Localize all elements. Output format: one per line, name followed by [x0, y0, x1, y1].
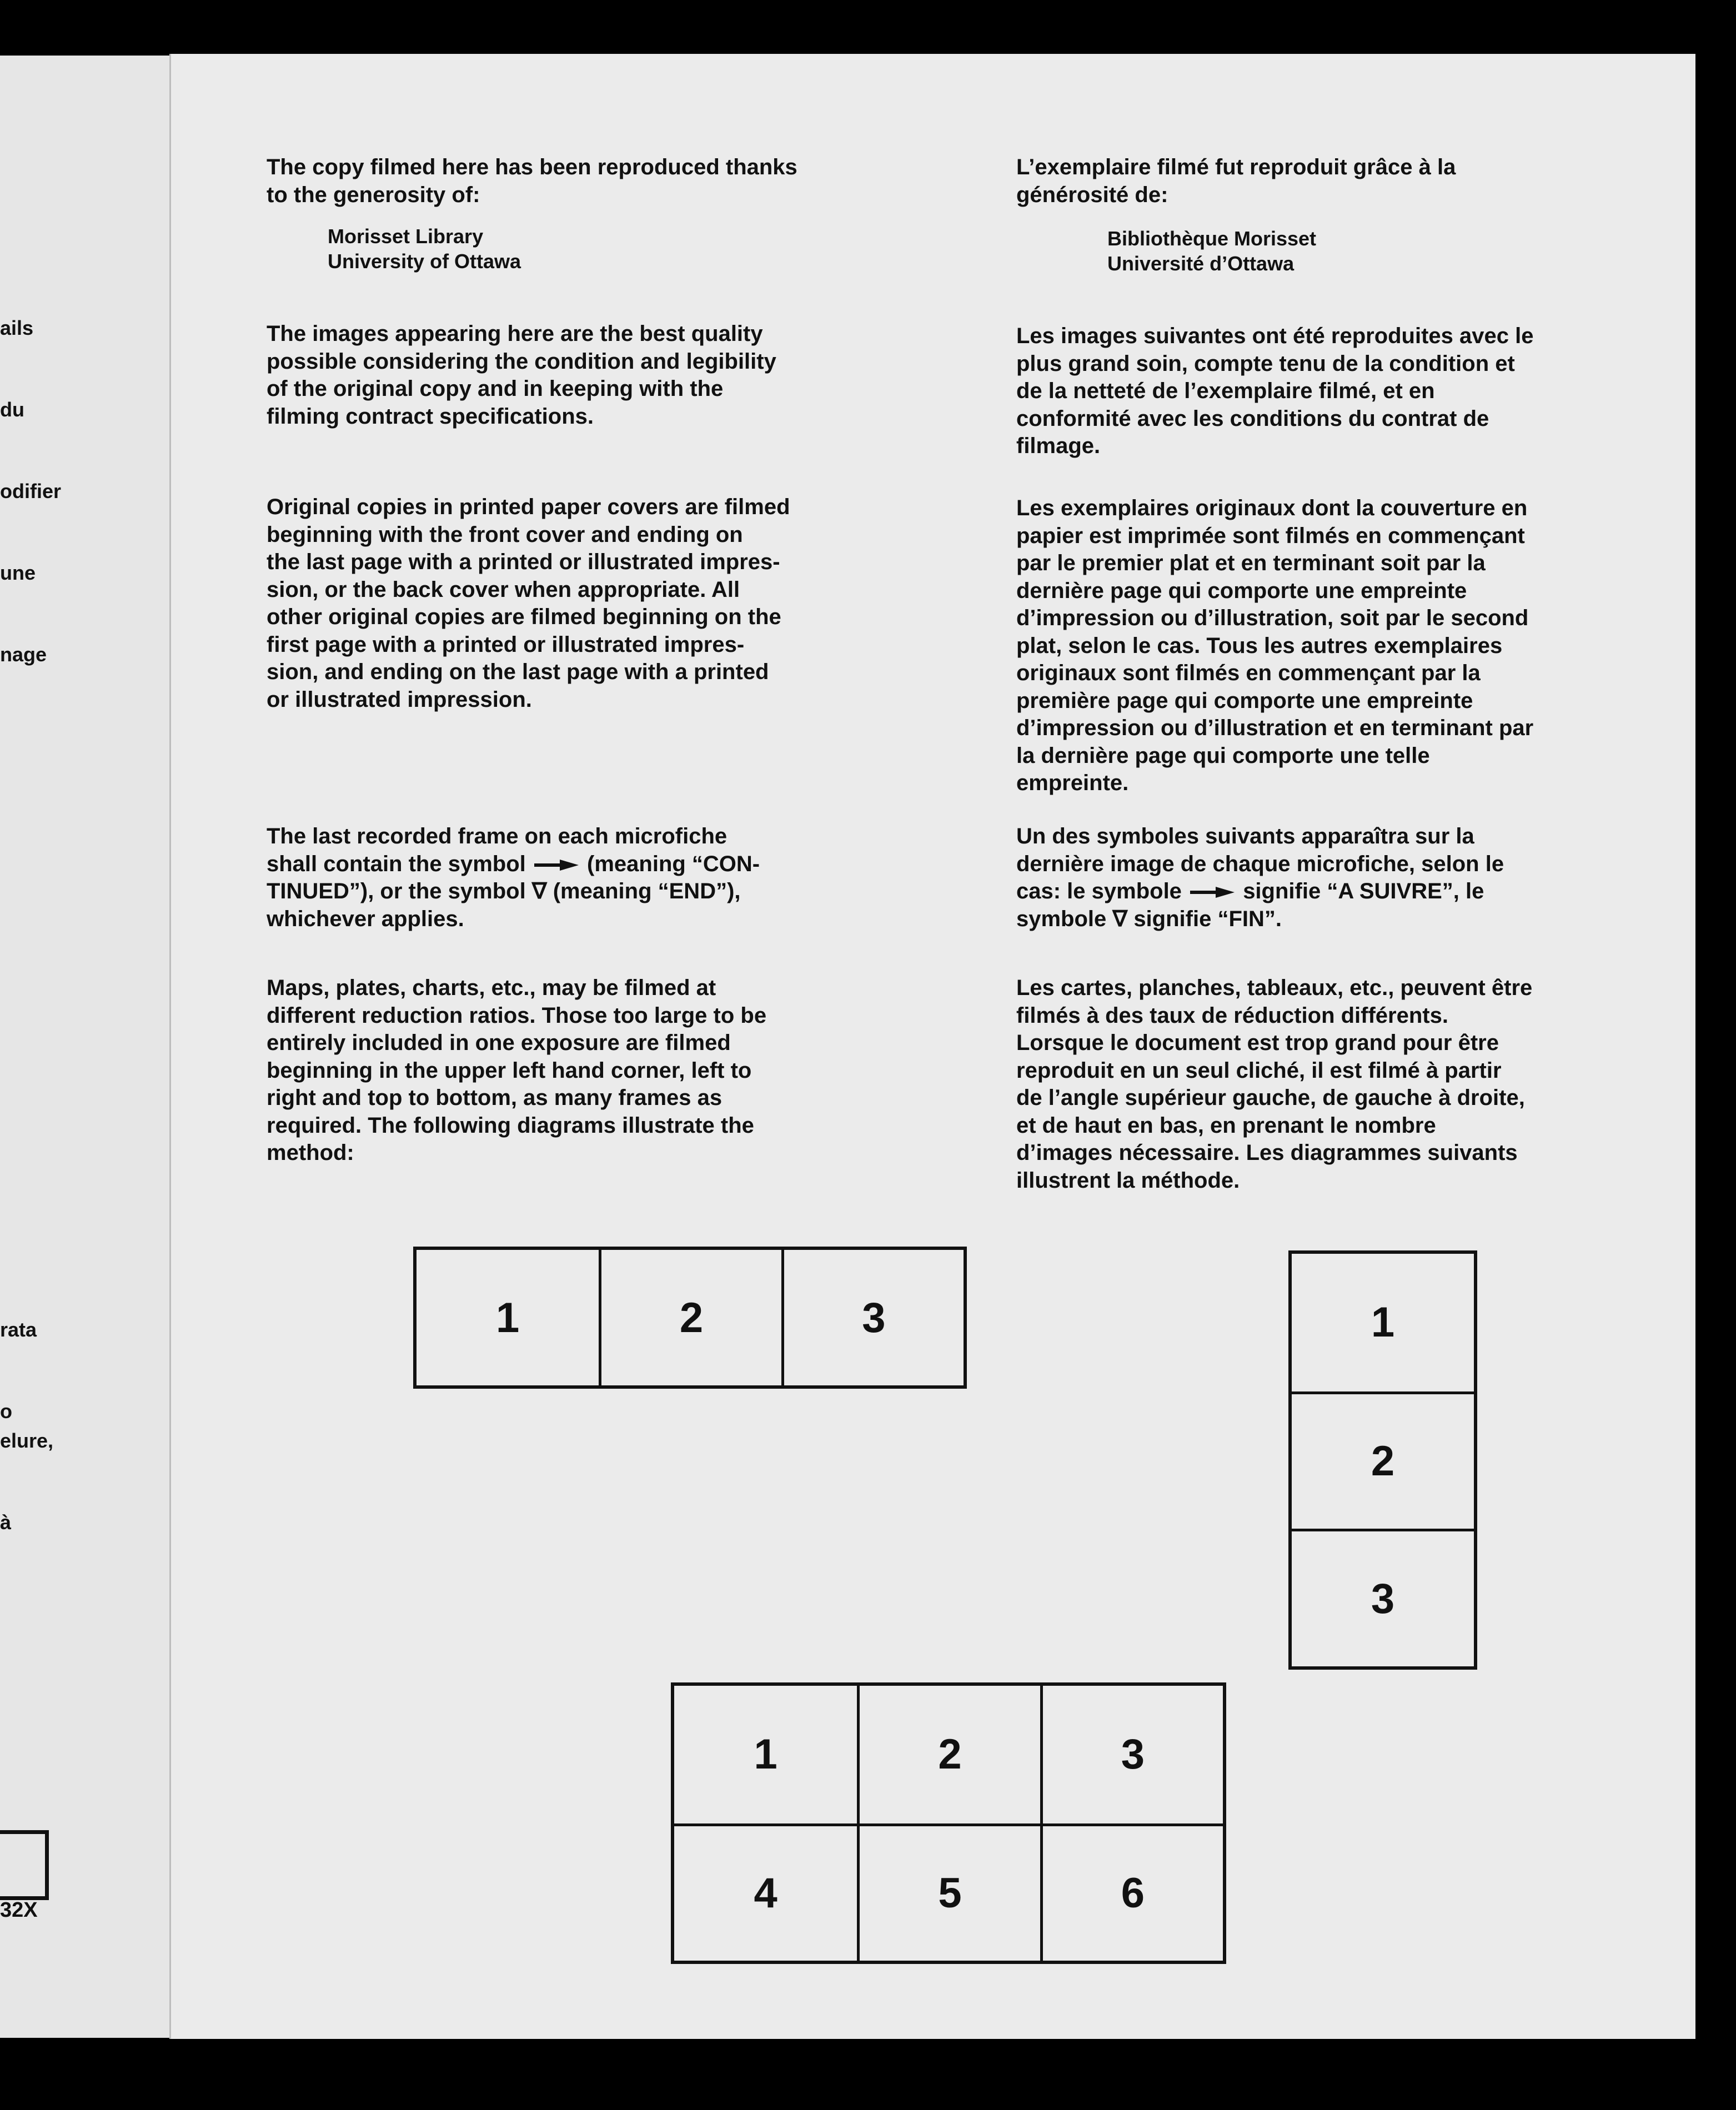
horizontal-frames-diagram	[413, 1247, 967, 1389]
french-symbols-paragraph: Un des symboles suivants apparaîtra sur la dernière image de chaque microfiche, selon le cas: le symbole signifie “A SUIVRE”, le symbole ∇ signifie “FIN”.	[1016, 824, 1504, 931]
end-triangle-icon: ∇	[531, 879, 547, 903]
english-originals-paragraph: Original copies in printed paper covers are filmed beginning with the front cover and ending on the last page with a printed or illustrated impres- sion, or the back cover when appropriate. All other original copies are filmed beginning on the first page with a printed or illustrated impres- sion, and ending on the last page with a printed or illustrated impression.	[267, 495, 790, 712]
english-institution: Morisset Library University of Ottawa	[328, 225, 521, 273]
frame-cell: 2	[599, 1250, 781, 1385]
a-suivre-arrow-icon	[1190, 886, 1235, 898]
english-thanks: The copy filmed here has been reproduced thanks to the generosity of:	[267, 155, 797, 207]
notice-page	[169, 54, 1695, 2039]
grid-frames-diagram	[671, 1682, 1226, 1964]
french-originals-paragraph: Les exemplaires originaux dont la couverture en papier est imprimée sont filmés en commençant par le premier plat et en terminant soit par la dernière page qui comporte une empreinte d’impression ou d’illustration, soit par le second plat, selon le cas. Tous les autres exemplaires originaux sont filmés en commençant par la première page qui comporte une empreinte d’impression ou d’illustration et en terminant par la dernière page qui comporte une telle empreinte.	[1016, 496, 1534, 795]
english-quality-paragraph: The images appearing here are the best quality possible considering the condition and legibility of the original copy and in keeping with the filming contract specifications.	[267, 321, 776, 429]
frame-cell: 3	[781, 1250, 964, 1385]
frame-cell: 3	[1292, 1529, 1474, 1666]
continued-arrow-icon	[534, 859, 579, 871]
left-fragment-text-low: elure, à	[0, 1429, 54, 1534]
left-fragment-size-label: 32X	[0, 1898, 38, 1922]
frame-cell: 3	[1040, 1686, 1223, 1823]
english-maps-paragraph: Maps, plates, charts, etc., may be filmed at different reduction ratios. Those too large to be entirely included in one exposure are filmed beginning in the upper left hand corner, left to right and top to bottom, as many frames as required. The following diagrams illustrate the method:	[267, 976, 767, 1165]
left-fragment-text-mid: rata o	[0, 1318, 37, 1423]
french-institution: Bibliothèque Morisset Université d’Ottawa	[1107, 227, 1317, 275]
frame-cell: 1	[1371, 1299, 1395, 1347]
french-quality-paragraph: Les images suivantes ont été reproduites avec le plus grand soin, compte tenu de la condition et de la netteté de l’exemplaire filmé, et en conformité avec les conditions du contrat de filmage.	[1016, 324, 1534, 458]
left-page-fragment	[0, 56, 169, 2038]
left-fragment-text-top: ails du odifier une nage	[0, 316, 62, 666]
frame-cell: 4	[674, 1823, 857, 1961]
left-fragment-box	[0, 1830, 49, 1900]
frame-cell: 6	[1040, 1823, 1223, 1961]
french-thanks: L’exemplaire filmé fut reproduit grâce à la générosité de:	[1016, 155, 1456, 207]
frame-cell: 5	[857, 1823, 1040, 1961]
english-symbols-paragraph: The last recorded frame on each microfiche shall contain the symbol (meaning “CON- TINUED”), or the symbol ∇ (meaning “END”), whichever applies.	[267, 824, 760, 931]
vertical-frames-diagram	[1288, 1250, 1477, 1670]
frame-cell: 1	[754, 1731, 777, 1779]
frame-cell: 1	[496, 1294, 520, 1342]
fin-triangle-icon: ∇	[1112, 906, 1128, 931]
frame-cell: 2	[1292, 1391, 1474, 1529]
frame-cell: 2	[857, 1686, 1040, 1823]
french-maps-paragraph: Les cartes, planches, tableaux, etc., peuvent être filmés à des taux de réduction différents. Lorsque le document est trop grand pour être reproduit en un seul cliché, il est filmé à partir de l’angle supérieur gauche, de gauche à droite, et de haut en bas, en prenant le nombre d’images nécessaire. Les diagrammes suivants illustrent la méthode.	[1016, 976, 1533, 1193]
